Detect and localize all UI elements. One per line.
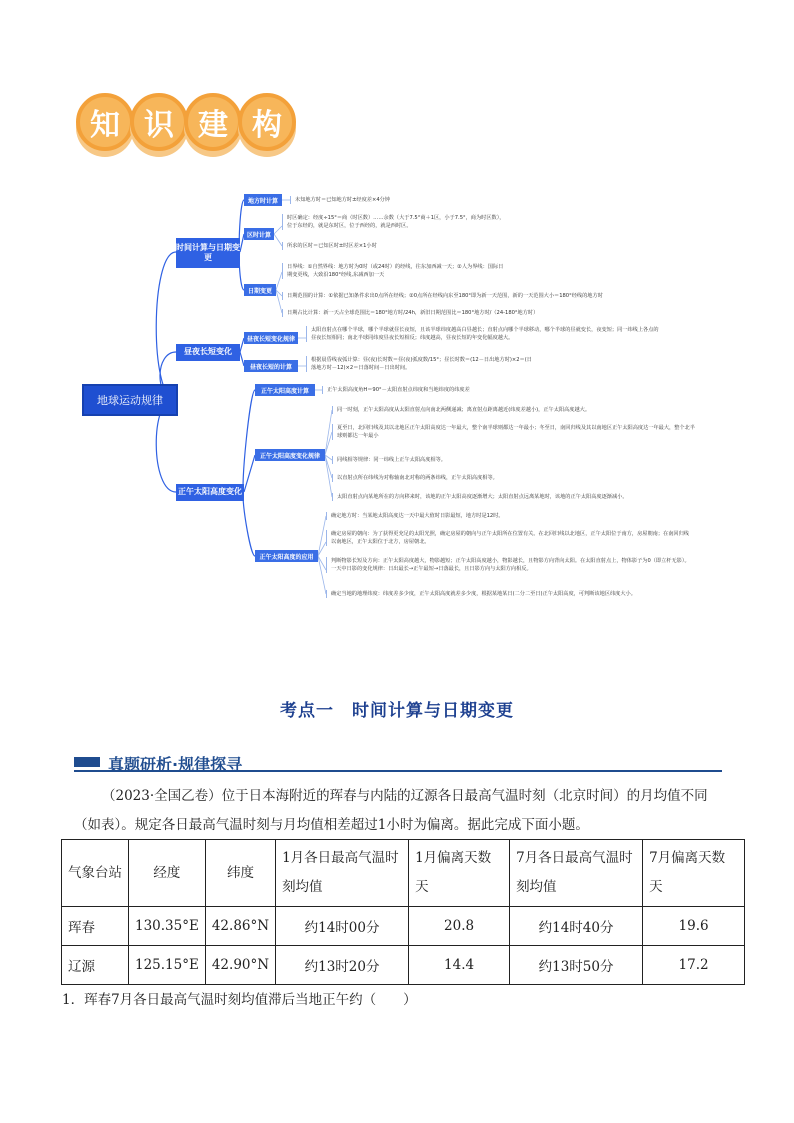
mindmap-branch-solar-altitude: 正午太阳高度变化 (176, 484, 244, 501)
mindmap-leaf: 确定当地的地理纬度：纬度差多少度，正午太阳高度就差多少度，根据某地某日(二分二至日)正午太阳高度，可判断该地区纬度大小。 (326, 590, 693, 598)
section-title: 考点一 时间计算与日期变更 (280, 701, 514, 721)
mindmap-leaf: 所求的区时＝已知区时±时区差×1小时 (282, 242, 505, 250)
mindmap-leaf: 日期范围的计算：①依据已知条件求出0点所在经线；②0点所在经线向东至180°即为新一天范围，新的一天范围大小＝180°经线的地方时 (282, 292, 617, 300)
table-cell: 125.15°E (129, 946, 206, 985)
mindmap-leaf: 日期占比计算：新一天占全球范围比＝180°地方时/24h，新旧日期范围比＝180°地方时/（24-180°地方时） (282, 309, 617, 317)
mindmap-node: 昼夜长短变化规律 (244, 332, 298, 344)
mindmap-node: 正午太阳高度变化规律 (255, 449, 325, 461)
mindmap-node: 地方时计算 (244, 194, 282, 206)
table-cell: 约13时20分 (276, 946, 409, 985)
table-cell: 19.6 (643, 907, 745, 946)
table-cell: 17.2 (643, 946, 745, 985)
table-header-row (62, 840, 745, 907)
banner-char: 构 (238, 93, 296, 151)
banner-char: 识 (130, 93, 188, 151)
mindmap-leaf: 太阳直射点在哪个半球，哪个半球就昼长夜短，且该半球纬度越高白昼越长；直射点向哪个半球移动，哪个半球的昼就变长，夜变短；同一纬线上各点的昼夜长短相同；南北半球同纬度昼夜长短相反；纬度越高，昼夜长短的年变化幅度越大。 (306, 326, 661, 342)
mindmap-leaf: 以直射点所在纬线为对称轴南北对称的两条纬线，正午太阳高度相等。 (332, 474, 577, 482)
mindmap-leaf: 太阳直射点向某地所在的方向移来时，该地的正午太阳高度逐渐增大；太阳直射点远离某地时，该地的正午太阳高度逐渐减小。 (332, 493, 667, 501)
question-1: 1．珲春7月各日最高气温时刻均值滞后当地正午约（ ） (62, 992, 417, 1008)
mindmap-leaf: 时区确定：经度÷15°＝商（时区数）……余数（大于7.5°商＋1区，小于7.5°，商为时区数），位于东经的，就是东时区，位于西经的，就是西时区。 (282, 214, 505, 230)
mindmap-leaf: 同一时刻，正午太阳高度从太阳直射点向南北两侧递减；离直射点距离越近(纬度差越小)，正午太阳高度越大。 (332, 406, 657, 414)
mindmap-leaf: 未知地方时＝已知地方时±经度差×4分钟 (290, 196, 515, 204)
table-header-cell: 气象台站 (62, 840, 129, 907)
table-cell: 20.8 (409, 907, 510, 946)
subsection-marker (74, 757, 100, 767)
table-cell: 约14时00分 (276, 907, 409, 946)
table-cell: 约13时50分 (510, 946, 643, 985)
table-row (62, 907, 745, 946)
table-cell: 辽源 (62, 946, 129, 985)
mindmap-branch-daylength: 昼夜长短变化 (176, 344, 240, 361)
mindmap-leaf: 夏至日，北回归线及其以北地区正午太阳高度达一年最大，整个南半球则都达一年最小；冬至日，南回归线及其以南地区正午太阳高度达一年最大，整个北半球则都达一年最小 (332, 424, 699, 440)
subsection-title: 真题研析·规律探寻 (108, 755, 243, 774)
intro-paragraph: （2023·全国乙卷）位于日本海附近的珲春与内陆的辽源各日最高气温时刻（北京时间）的月均值不同（如表）。规定各日最高气温时刻与月均值相差超过1小时为偏离。据此完成下面小题。 (74, 788, 708, 833)
table-cell: 42.90°N (205, 946, 275, 985)
table-cell: 约14时40分 (510, 907, 643, 946)
table-row (62, 946, 745, 985)
mindmap-leaf: 确定地方时：当某地太阳高度达一天中最大值时日影最短，地方时是12时。 (326, 512, 571, 520)
mindmap-node: 昼夜长短的计算 (244, 360, 298, 372)
table-header-cell: 1月各日最高气温时刻均值 (276, 840, 409, 907)
mindmap-leaf: 根据晨昏线夜弧计算：昼(夜)长时数＝昼(夜)弧度数/15°；昼长时数＝(12－日出地方时)×2＝(日落地方时－12)×2＝日落时间－日出时间。 (306, 356, 533, 372)
banner-char: 建 (184, 93, 242, 151)
table-header-cell: 7月偏离天数天 (643, 840, 745, 907)
subsection-bar (74, 752, 722, 772)
table-cell: 珲春 (62, 907, 129, 946)
table-header-cell: 1月偏离天数天 (409, 840, 510, 907)
mindmap-leaf: 确定房屋的朝向：为了获得更充足的太阳光照，确定房屋的朝向与正午太阳所在位置有关。在北回归线以北地区，正午太阳位于南方，房屋朝南；在南回归线以南地区，正午太阳位于北方，房屋朝北。 (326, 530, 693, 546)
table-cell: 14.4 (409, 946, 510, 985)
mindmap-leaf: 正午太阳高度角H＝90°－太阳直射点纬度和当地纬度的纬度差 (322, 386, 567, 394)
table-header-cell: 7月各日最高气温时刻均值 (510, 840, 643, 907)
table-cell: 42.86°N (205, 907, 275, 946)
mindmap-leaf: 日界线：①自然界线：地方时为0时（或24时）的经线，往东加西减一天；②人为界线：国际日期变更线，大致沿180°经线,东减西加一天 (282, 263, 505, 279)
table-header-cell: 经度 (129, 840, 206, 907)
mindmap-node: 正午太阳高度计算 (255, 384, 315, 396)
mindmap-node: 日期变更 (244, 284, 276, 296)
mindmap-node: 正午太阳高度的应用 (255, 550, 318, 562)
weather-table (61, 839, 745, 985)
table-cell: 130.35°E (129, 907, 206, 946)
mindmap-node: 区时计算 (244, 228, 274, 240)
mindmap-root: 地球运动规律 (82, 384, 178, 416)
mindmap-branch-time: 时间计算与日期变更 (176, 238, 240, 268)
mindmap-leaf: 判断物影长短及方向：正午太阳高度越大，物影越短；正午太阳高度越小，物影越长，且物影方向背向太阳。在太阳直射点上，物体影子为0（即立杆无影）。一天中日影的变化规律：日出最长→正午最短→日落最长，且日影方向与太阳方向相反。 (326, 557, 693, 573)
mindmap-leaf: 同线相等规律：同一纬线上正午太阳高度相等。 (332, 456, 577, 464)
table-header-cell: 纬度 (205, 840, 275, 907)
banner-char: 知 (76, 93, 134, 151)
